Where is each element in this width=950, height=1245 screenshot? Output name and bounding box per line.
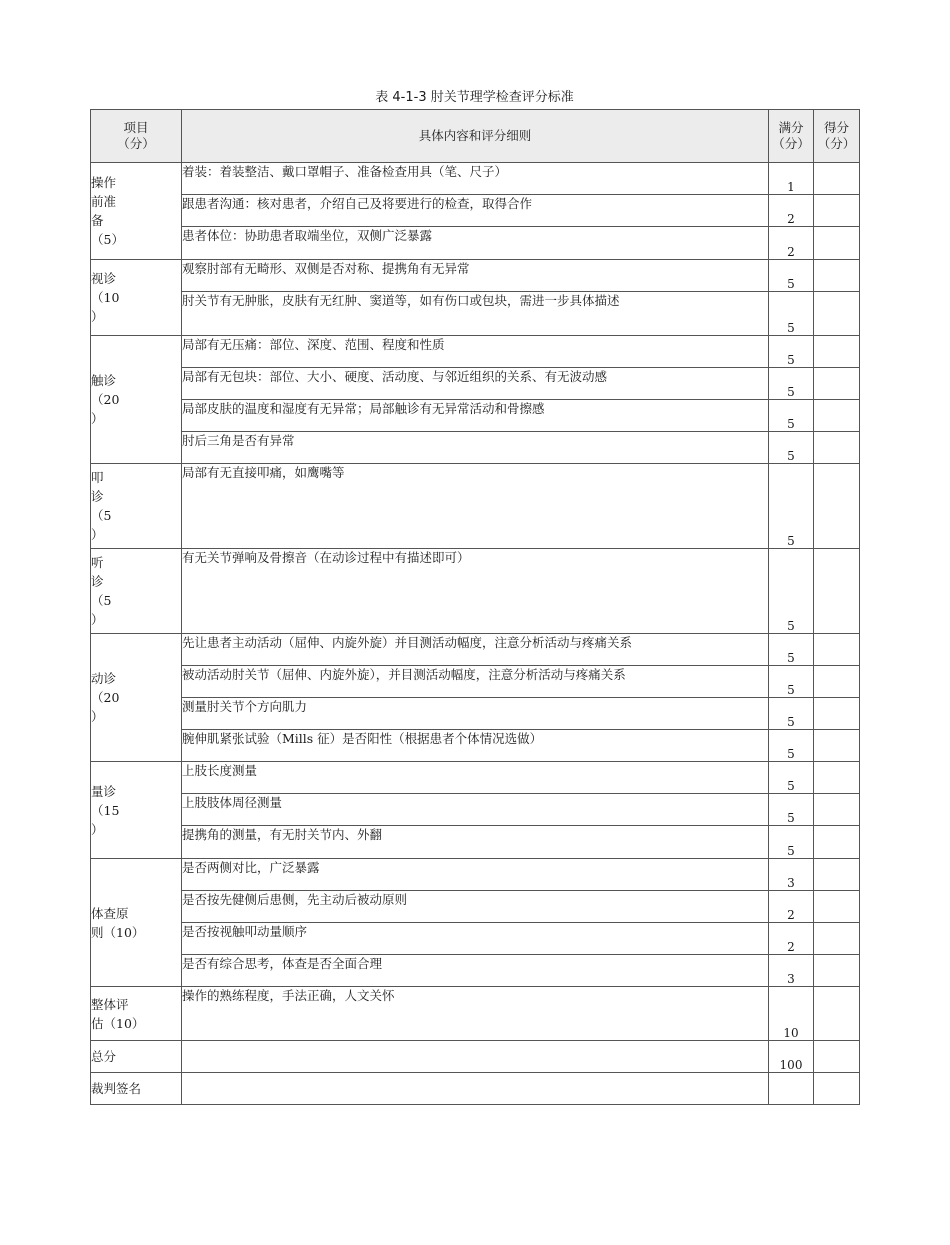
table-row [91, 464, 860, 549]
criteria-cell: 操作的熟练程度，手法正确，人文关怀 [182, 987, 769, 1041]
score-input-cell[interactable] [814, 549, 860, 634]
full-score-cell: 5 [769, 698, 814, 730]
full-score-cell: 2 [769, 195, 814, 227]
full-score-cell: 5 [769, 730, 814, 762]
score-input-cell[interactable] [814, 400, 860, 432]
total-label: 总分 [91, 1041, 182, 1073]
table-row [91, 666, 860, 698]
table-row [91, 336, 860, 368]
score-input-cell[interactable] [814, 826, 860, 859]
table-row [91, 698, 860, 730]
criteria-cell: 是否按视触叩动量顺序 [182, 923, 769, 955]
score-input-cell[interactable] [814, 730, 860, 762]
category-cell: 整体评 估（10） [91, 987, 182, 1041]
table-row [91, 762, 860, 794]
criteria-cell: 上肢肢体周径测量 [182, 794, 769, 826]
criteria-cell: 提携角的测量，有无肘关节内、外翻 [182, 826, 769, 859]
full-score-cell: 3 [769, 859, 814, 891]
score-input-cell[interactable] [814, 292, 860, 336]
full-score-cell: 3 [769, 955, 814, 987]
full-score-cell: 5 [769, 464, 814, 549]
total-blank-cell [182, 1041, 769, 1073]
score-input-cell[interactable] [814, 163, 860, 195]
score-input-cell[interactable] [814, 698, 860, 730]
full-score-cell: 5 [769, 762, 814, 794]
criteria-cell: 腕伸肌紧张试验（Mills 征）是否阳性（根据患者个体情况选做） [182, 730, 769, 762]
full-score-cell: 10 [769, 987, 814, 1041]
table-row [91, 955, 860, 987]
table-row [91, 260, 860, 292]
score-input-cell[interactable] [814, 762, 860, 794]
total-got-input[interactable] [814, 1041, 860, 1073]
score-input-cell[interactable] [814, 336, 860, 368]
scoring-table [90, 109, 860, 1105]
table-row [91, 292, 860, 336]
category-cell: 触诊 （20 ） [91, 336, 182, 464]
table-row [91, 549, 860, 634]
criteria-cell: 局部有无包块：部位、大小、硬度、活动度、与邻近组织的关系、有无波动感 [182, 368, 769, 400]
criteria-cell: 跟患者沟通：核对患者，介绍自己及将要进行的检查，取得合作 [182, 195, 769, 227]
criteria-cell: 先让患者主动活动（屈伸、内旋外旋）并目测活动幅度，注意分析活动与疼痛关系 [182, 634, 769, 666]
score-input-cell[interactable] [814, 955, 860, 987]
score-input-cell[interactable] [814, 859, 860, 891]
criteria-cell: 测量肘关节个方向肌力 [182, 698, 769, 730]
judge-row [91, 1073, 860, 1105]
header-got-score: 得分 （分） [814, 110, 860, 163]
criteria-cell: 是否按先健侧后患侧，先主动后被动原则 [182, 891, 769, 923]
full-score-cell: 2 [769, 923, 814, 955]
criteria-cell: 患者体位：协助患者取端坐位，双侧广泛暴露 [182, 227, 769, 260]
full-score-cell: 5 [769, 368, 814, 400]
score-input-cell[interactable] [814, 891, 860, 923]
category-cell: 叩 诊 （5 ） [91, 464, 182, 549]
full-score-cell: 5 [769, 634, 814, 666]
category-cell: 操作 前准 备 （5） [91, 163, 182, 260]
table-row [91, 400, 860, 432]
criteria-cell: 肘后三角是否有异常 [182, 432, 769, 464]
table-row [91, 891, 860, 923]
total-score: 100 [769, 1041, 814, 1073]
criteria-cell: 是否有综合思考，体查是否全面合理 [182, 955, 769, 987]
table-row [91, 163, 860, 195]
full-score-cell: 5 [769, 794, 814, 826]
score-input-cell[interactable] [814, 666, 860, 698]
score-input-cell[interactable] [814, 227, 860, 260]
score-input-cell[interactable] [814, 987, 860, 1041]
header-full-score: 满分 （分） [769, 110, 814, 163]
category-cell: 听 诊 （5 ） [91, 549, 182, 634]
full-score-cell: 5 [769, 549, 814, 634]
table-row [91, 368, 860, 400]
full-score-cell: 5 [769, 400, 814, 432]
header-content: 具体内容和评分细则 [182, 110, 769, 163]
full-score-cell: 5 [769, 292, 814, 336]
judge-label: 裁判签名 [91, 1073, 182, 1105]
table-row [91, 730, 860, 762]
score-input-cell[interactable] [814, 368, 860, 400]
table-body [91, 163, 860, 1105]
criteria-cell: 肘关节有无肿胀，皮肤有无红肿、窦道等，如有伤口或包块，需进一步具体描述 [182, 292, 769, 336]
table-row [91, 859, 860, 891]
criteria-cell: 局部皮肤的温度和湿度有无异常；局部触诊有无异常活动和骨擦感 [182, 400, 769, 432]
score-input-cell[interactable] [814, 195, 860, 227]
category-cell: 体查原 则（10） [91, 859, 182, 987]
judge-blank-cell-2 [814, 1073, 860, 1105]
criteria-cell: 有无关节弹响及骨擦音（在动诊过程中有描述即可） [182, 549, 769, 634]
score-input-cell[interactable] [814, 464, 860, 549]
table-row [91, 826, 860, 859]
header-item: 项目 （分） [91, 110, 182, 163]
full-score-cell: 5 [769, 260, 814, 292]
full-score-cell: 2 [769, 891, 814, 923]
table-row [91, 195, 860, 227]
criteria-cell: 着装：着装整洁、戴口罩帽子、准备检查用具（笔、尺子） [182, 163, 769, 195]
total-row [91, 1041, 860, 1073]
table-caption: 表 4-1-3 肘关节理学检查评分标准 [375, 90, 574, 105]
criteria-cell: 是否两侧对比，广泛暴露 [182, 859, 769, 891]
category-cell: 量诊 （15 ） [91, 762, 182, 859]
table-row [91, 227, 860, 260]
criteria-cell: 被动活动肘关节（屈伸、内旋外旋），并目测活动幅度，注意分析活动与疼痛关系 [182, 666, 769, 698]
full-score-cell: 5 [769, 432, 814, 464]
judge-blank-cell [769, 1073, 814, 1105]
full-score-cell: 5 [769, 826, 814, 859]
score-input-cell[interactable] [814, 794, 860, 826]
criteria-cell: 观察肘部有无畸形、双侧是否对称、提携角有无异常 [182, 260, 769, 292]
table-row [91, 634, 860, 666]
full-score-cell: 5 [769, 336, 814, 368]
criteria-cell: 局部有无压痛：部位、深度、范围、程度和性质 [182, 336, 769, 368]
score-input-cell[interactable] [814, 260, 860, 292]
full-score-cell: 5 [769, 666, 814, 698]
score-input-cell[interactable] [814, 634, 860, 666]
judge-signature-field[interactable] [182, 1073, 769, 1105]
score-input-cell[interactable] [814, 432, 860, 464]
full-score-cell: 2 [769, 227, 814, 260]
table-row [91, 794, 860, 826]
criteria-cell: 上肢长度测量 [182, 762, 769, 794]
category-cell: 动诊 （20 ） [91, 634, 182, 762]
full-score-cell: 1 [769, 163, 814, 195]
header-row [91, 110, 860, 163]
table-row [91, 987, 860, 1041]
category-cell: 视诊 （10 ） [91, 260, 182, 336]
table-row [91, 432, 860, 464]
score-input-cell[interactable] [814, 923, 860, 955]
criteria-cell: 局部有无直接叩痛，如鹰嘴等 [182, 464, 769, 549]
table-row [91, 923, 860, 955]
